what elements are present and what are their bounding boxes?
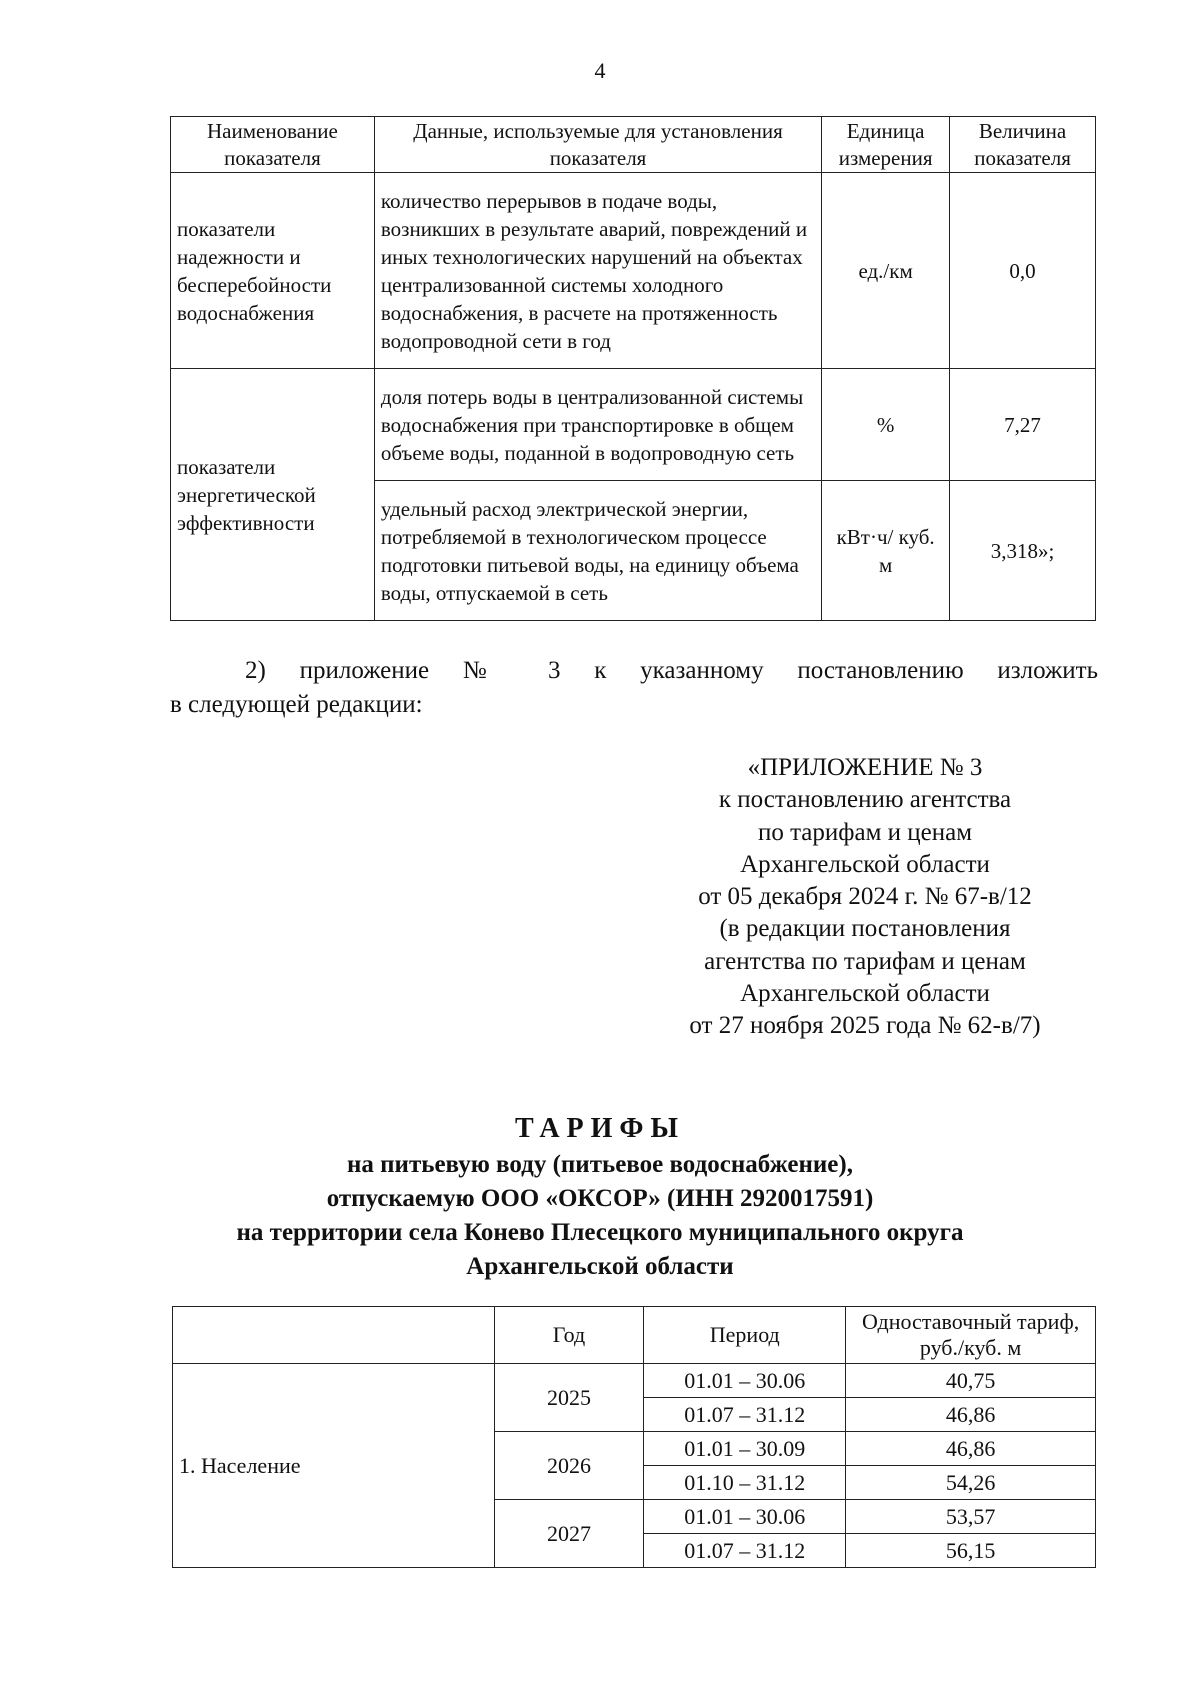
tariff-title-line: отпускаемую ООО «ОКСОР» (ИНН 2920017591)	[326, 1185, 874, 1212]
appendix-line: «ПРИЛОЖЕНИЕ № 3	[747, 754, 983, 781]
reliability-value: 0,0	[950, 173, 1096, 369]
tariff-cell: 54,26	[846, 1466, 1096, 1500]
tariff-title-line: Архангельской области	[466, 1253, 734, 1280]
period-cell: 01.07 – 31.12	[644, 1398, 846, 1432]
page-number: 4	[594, 58, 606, 83]
tariff-title	[0, 1110, 1200, 1284]
water-loss-value: 7,27	[950, 369, 1096, 481]
appendix-line: по тарифам и ценам	[757, 818, 973, 846]
paragraph-second-line: в следующей редакции:	[170, 691, 423, 718]
year-cell: 2026	[494, 1432, 644, 1500]
energy-consumption-value: 3,318»;	[950, 481, 1096, 621]
tariff-cell: 46,86	[846, 1398, 1096, 1432]
tariff-cell: 56,15	[846, 1534, 1096, 1568]
appendix-line: от 27 ноября 2025 года № 62-в/7)	[689, 1012, 1041, 1040]
table-row	[173, 1364, 1096, 1398]
reliability-data: количество перерывов в подаче воды, возникших в результате аварий, повреждений и иных технологических нарушений на объектах централизованной системы холодного водоснабжения, в расчете на протяженность водопроводной сети в год	[374, 173, 821, 369]
water-loss-data: доля потерь воды в централизованной системы водоснабжения при транспортировке в общем объеме воды, поданной в водопроводную сеть	[374, 369, 821, 481]
tariff-table	[172, 1306, 1096, 1568]
header-period: Период	[644, 1307, 846, 1364]
header-unit: Единица измерения	[822, 117, 950, 173]
energy-name: показатели энергетической эффективности	[171, 369, 375, 621]
year-cell: 2025	[494, 1364, 644, 1432]
paragraph-first-line: 2) приложение № 3 к указанному постановлению изложить	[245, 657, 1098, 684]
period-cell: 01.10 – 31.12	[644, 1466, 846, 1500]
energy-consumption-unit: кВт·ч/ куб. м	[822, 481, 950, 621]
header-year: Год	[494, 1307, 644, 1364]
appendix-header	[640, 752, 1090, 1043]
tariff-cell: 40,75	[846, 1364, 1096, 1398]
indicators-header-row	[171, 117, 1096, 173]
table-row	[171, 173, 1096, 369]
appendix-line: агентства по тарифам и ценам	[704, 947, 1026, 975]
year-cell: 2027	[494, 1500, 644, 1568]
table-row	[171, 369, 1096, 481]
header-indicator-name: Наименование показателя	[171, 117, 375, 173]
energy-consumption-data: удельный расход электрической энергии, потребляемой в технологическом процессе подготовки питьевой воды, на единицу объема воды, отпускаемой в сеть	[374, 481, 821, 621]
reliability-name: показатели надежности и бесперебойности водоснабжения	[171, 173, 375, 369]
reliability-unit: ед./км	[822, 173, 950, 369]
header-value: Величина показателя	[950, 117, 1096, 173]
period-cell: 01.01 – 30.09	[644, 1432, 846, 1466]
header-category	[173, 1307, 495, 1364]
tariff-title-line: на территории села Конево Плесецкого муниципального округа	[236, 1219, 964, 1246]
period-cell: 01.01 – 30.06	[644, 1500, 846, 1534]
paragraph-amendment	[170, 654, 1098, 722]
tariff-title-main: ТАРИФЫ	[515, 1113, 685, 1144]
tariff-title-line: на питьевую воду (питьевое водоснабжение),	[347, 1151, 853, 1178]
period-cell: 01.07 – 31.12	[644, 1534, 846, 1568]
indicators-table	[170, 116, 1096, 621]
water-loss-unit: %	[822, 369, 950, 481]
period-cell: 01.01 – 30.06	[644, 1364, 846, 1398]
category-population: 1. Население	[173, 1364, 495, 1568]
tariff-cell: 53,57	[846, 1500, 1096, 1534]
tariff-cell: 46,86	[846, 1432, 1096, 1466]
appendix-line: Архангельской области	[740, 850, 990, 878]
appendix-line: от 05 декабря 2024 г. № 67-в/12	[698, 883, 1032, 911]
tariff-header-row	[173, 1307, 1096, 1364]
header-indicator-data: Данные, используемые для установления показателя	[374, 117, 821, 173]
appendix-line: к постановлению агентства	[718, 786, 1012, 814]
appendix-line: (в редакции постановления	[719, 915, 1011, 943]
header-tariff: Одноставочный тариф, руб./куб. м	[846, 1307, 1096, 1364]
appendix-line: Архангельской области	[740, 980, 990, 1008]
